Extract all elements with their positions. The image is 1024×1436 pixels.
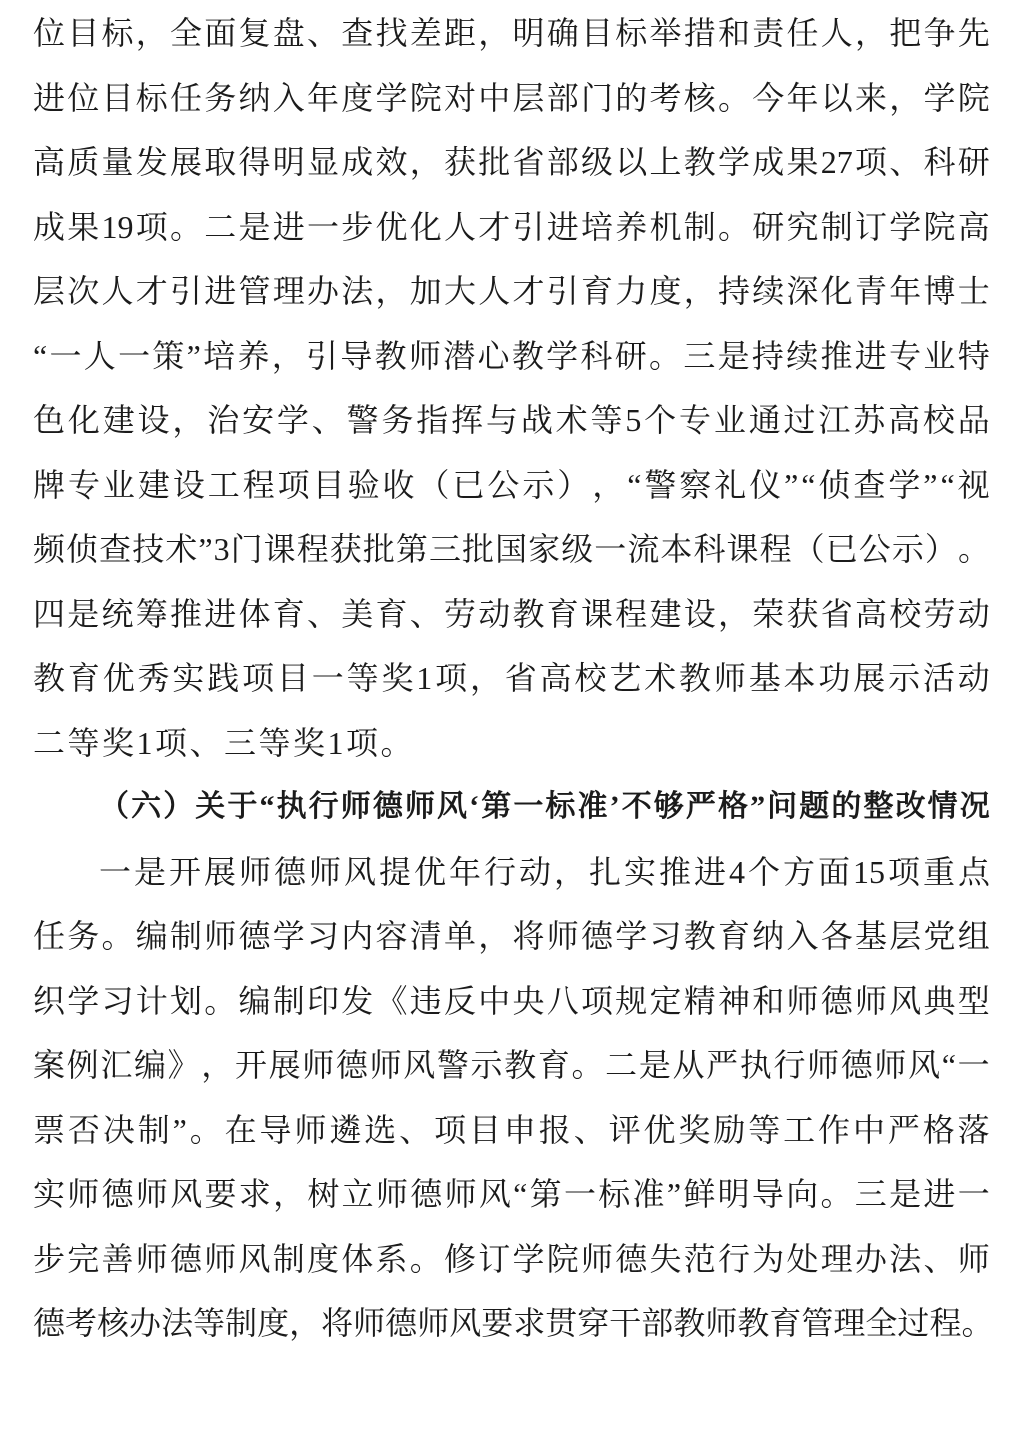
text-line: 教 育 优 秀 实 践 项 目 一 等 奖 1 项 ， 省 高 校 艺 术 教 师 基 本 功 展 示 活 动 [33,660,990,696]
text-line: 层 次 人 才 引 进 管 理 办 法 ， 加 大 人 才 引 育 力 度 ， 持 续 深 化 青 年 博 士 [33,273,990,309]
text-line: 实 师 德 师 风 要 求 ， 树 立 师 德 师 风 “ 第 一 标 准 ” 鲜 明 导 向 。 三 是 进 一 [33,1176,990,1212]
text-line: 成 果 19 项 。 二 是 进 一 步 优 化 人 才 引 进 培 养 机 制 。 研 究 制 订 学 院 高 [33,208,990,245]
text-line: 案 例 汇 编 》 ， 开 展 师 德 师 风 警 示 教 育 。 二 是 从 严 执 行 师 德 师 风 “ 一 [33,1047,990,1083]
text-line: 牌 专 业 建 设 工 程 项 目 验 收 （ 已 公 示 ） ， “ 警 察 礼 仪 ” “ 侦 查 学 ” “ 视 [33,466,990,503]
text-line: 频 侦 查 技 术 ” 3 门 课 程 获 批 第 三 批 国 家 级 一 流 本 科 课 程 （ 已 公 示 ） 。 [33,531,990,567]
text-line: 任 务 。 编 制 师 德 学 习 内 容 清 单 ， 将 师 德 学 习 教 育 纳 入 各 基 层 党 组 [33,918,990,954]
text-line: 步 完 善 师 德 师 风 制 度 体 系 。 修 订 学 院 师 德 失 范 行 为 处 理 办 法 、 师 [33,1240,990,1277]
text-line: 进 位 目 标 任 务 纳 入 年 度 学 院 对 中 层 部 门 的 考 核 。 今 年 以 来 ， 学 院 [33,79,990,116]
document-body [33,1,994,1356]
text-line: 色 化 建 设 ， 治 安 学 、 警 务 指 挥 与 战 术 等 5 个 专 业 通 过 江 苏 高 校 品 [33,402,990,438]
text-line: 位 目 标 ， 全 面 复 盘 、 查 找 差 距 ， 明 确 目 标 举 措 和 责 任 人 ， 把 争 先 [33,15,990,51]
text-line: “ 一 人 一 策 ” 培 养 ， 引 导 教 师 潜 心 教 学 科 研 。 三 是 持 续 推 进 专 业 特 [33,337,990,374]
text-line: 高 质 量 发 展 取 得 明 显 成 效 ， 获 批 省 部 级 以 上 教 学 成 果 27 项 、 科 研 [33,144,990,180]
text-line: 织 学 习 计 划 。 编 制 印 发 《 违 反 中 央 八 项 规 定 精 神 和 师 德 师 风 典 型 [33,982,990,1019]
text-line: 一 是 开 展 师 德 师 风 提 优 年 行 动 ， 扎 实 推 进 4 个 方 面 15 项 重 点 [99,853,990,890]
text-line: 德 考 核 办 法 等 制 度 ， 将 师 德 师 风 要 求 贯 穿 干 部 教 师 教 育 管 理 全 过 程 。 [33,1305,994,1341]
text-line: 二等奖1项、三等奖1项。 [33,724,416,761]
section-heading: （ 六 ） 关 于 “ 执 行 师 德 师 风 ‘ 第 一 标 准 ’ 不 够 严 格 ” 问 题 的 整 改 情 况 [99,790,990,823]
text-line: 票 否 决 制 ” 。 在 导 师 遴 选 、 项 目 申 报 、 评 优 奖 励 等 工 作 中 严 格 落 [33,1111,990,1148]
text-line: 四 是 统 筹 推 进 体 育 、 美 育 、 劳 动 教 育 课 程 建 设 ， 荣 获 省 高 校 劳 动 [33,595,990,632]
